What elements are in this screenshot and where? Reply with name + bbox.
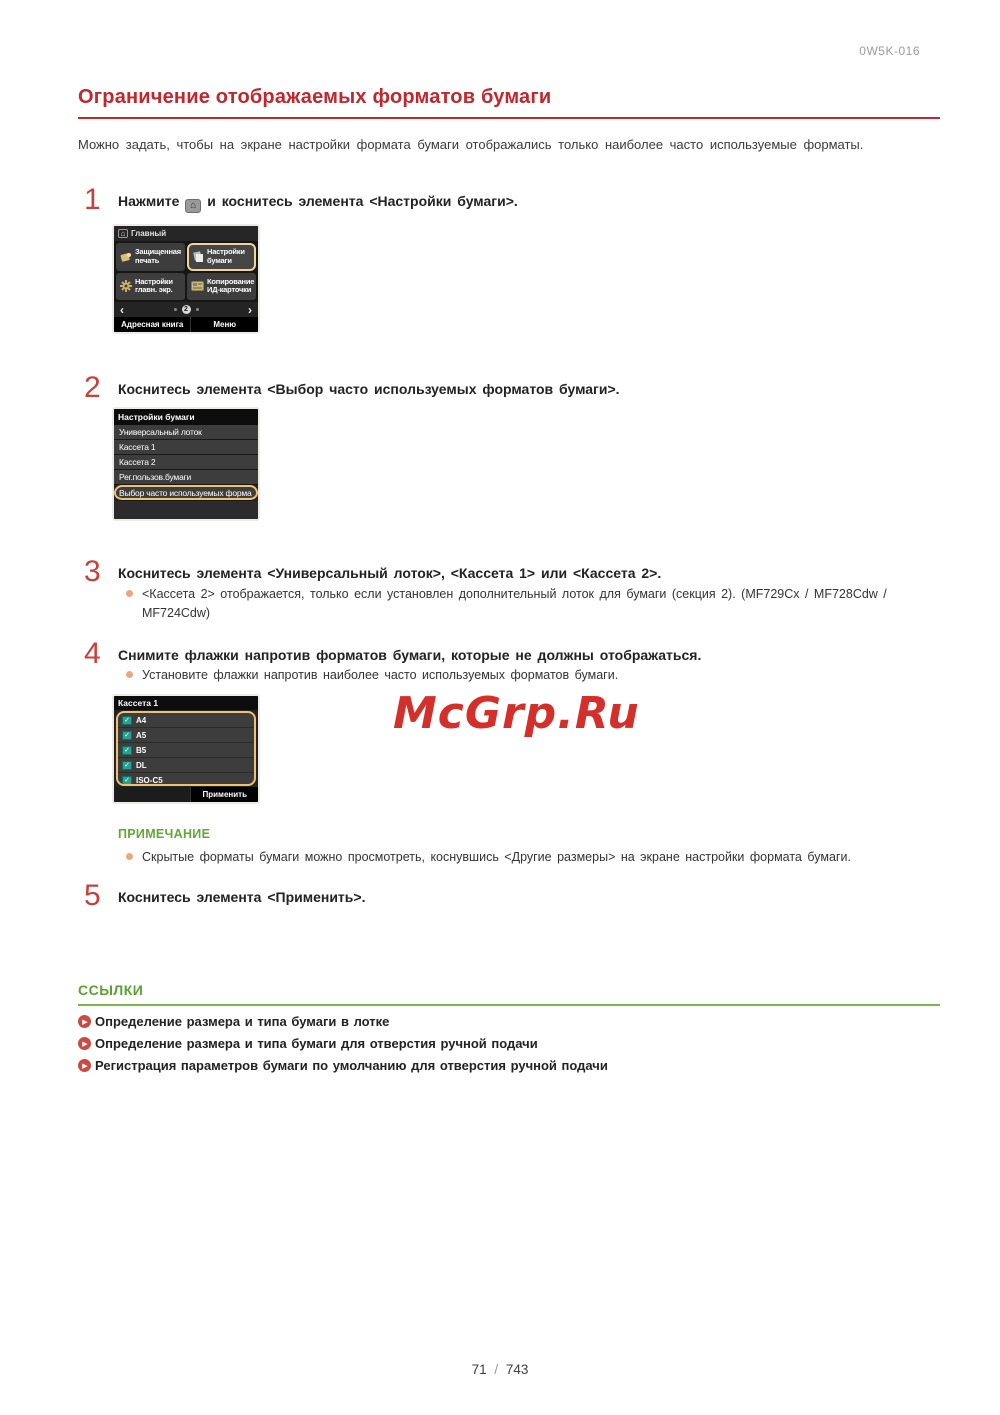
step-5-text: Коснитесь элемента <Применить>. [118, 889, 366, 905]
menu-item-cassette-2: Кассета 2 [114, 455, 258, 470]
tile-label-line2: главн. экр. [135, 285, 173, 295]
lcd-home-header [114, 226, 258, 241]
tile-secure-print [116, 243, 185, 271]
menu-item-custom-paper: Рег.пользов.бумаги [114, 470, 258, 485]
id-card-copy-icon [191, 281, 204, 291]
lcd-cassette-bottom-bar [114, 787, 258, 802]
tile-paper-settings-label [207, 248, 245, 265]
links-list [78, 1014, 608, 1080]
screenshot-cassette-1 [112, 694, 260, 804]
chevron-left-icon: ‹ [120, 302, 124, 317]
checkbox-checked-icon: ✓ [122, 746, 132, 755]
tile-label-line2: печать [135, 255, 160, 265]
apply-button: Применить [202, 790, 247, 799]
step-3-text: Коснитесь элемента <Универсальный лоток>, <Кассета 1> или <Кассета 2>. [118, 565, 662, 581]
page-dot [196, 308, 199, 311]
step-4-bullet-text: Установите флажки напротив наиболее часто используемых форматов бумаги. [142, 668, 619, 682]
note-heading: ПРИМЕЧАНИЕ [118, 827, 211, 841]
size-row-a5 [118, 728, 254, 743]
step-5-number: 5 [84, 879, 101, 912]
link-label[interactable]: Определение размера и типа бумаги в лотке [95, 1014, 390, 1029]
bullet-icon [126, 590, 133, 597]
size-row-a4 [118, 713, 254, 728]
size-label: DL [136, 760, 147, 770]
screenshot-home-screen [112, 224, 260, 334]
tile-paper-settings [187, 243, 256, 271]
total-pages: 743 [505, 1362, 529, 1377]
step-2 [84, 371, 620, 404]
checkbox-checked-icon: ✓ [122, 776, 132, 785]
intro-paragraph: Можно задать, чтобы на экране настройки формата бумаги отображались только наиболее часто используемые форматы. [78, 137, 864, 152]
screenshot-paper-settings [112, 407, 260, 521]
tile-label-line1: Настройки [207, 247, 245, 257]
home-button-icon: ⌂ [185, 199, 201, 213]
page-separator: / [494, 1362, 499, 1377]
step-4-number: 4 [84, 637, 101, 670]
current-page: 71 [471, 1362, 487, 1377]
page-indicator [174, 305, 199, 314]
chevron-right-icon: › [248, 302, 252, 317]
lcd-paper-empty-area [114, 501, 258, 519]
tile-id-card-copy [187, 273, 256, 301]
step-2-number: 2 [84, 371, 101, 404]
lcd-paper-header: Настройки бумаги [114, 409, 258, 425]
checkbox-checked-icon: ✓ [122, 731, 132, 740]
step-1-number: 1 [84, 183, 101, 216]
link-arrow-icon: ▶ [78, 1037, 91, 1050]
step-5 [84, 879, 366, 912]
lcd-home-bottom-bar [114, 317, 258, 332]
tile-home-screen-settings-label [135, 278, 173, 295]
step-4-text: Снимите флажки напротив форматов бумаги, которые не должны отображаться. [118, 647, 702, 663]
menu-button: Меню [213, 320, 237, 329]
page-title: Ограничение отображаемых форматов бумаги [78, 86, 940, 119]
step-1-text-after: и коснитесь элемента <Настройки бумаги>. [207, 193, 518, 209]
tile-label-line1: Защищенная [135, 247, 181, 257]
lcd-home-nav [114, 302, 258, 317]
checkbox-checked-icon: ✓ [122, 716, 132, 725]
step-1 [84, 183, 518, 216]
tile-label-line1: Копирование [207, 276, 255, 286]
doc-code: 0W5K-016 [859, 44, 920, 58]
link-paper-size-type-manual-feed[interactable] [78, 1036, 608, 1051]
lcd-home-tiles [114, 241, 258, 302]
tile-home-screen-settings [116, 273, 185, 301]
address-book-button: Адресная книга [114, 317, 191, 332]
size-row-dl [118, 758, 254, 773]
menu-item-multipurpose-tray: Универсальный лоток [114, 425, 258, 440]
home-screen-settings-icon [120, 280, 132, 292]
step-3 [84, 555, 662, 588]
links-heading: ССЫЛКИ [78, 982, 940, 1006]
secure-print-icon [120, 251, 132, 263]
size-row-iso-c5 [118, 773, 254, 786]
home-icon: ⌂ [118, 229, 128, 238]
paper-settings-icon [192, 251, 204, 263]
lcd-cassette-header: Кассета 1 [114, 696, 258, 710]
page-number-footer [0, 1362, 1000, 1377]
link-label[interactable]: Определение размера и типа бумаги для отверстия ручной подачи [95, 1036, 538, 1051]
note-bullet-text: Скрытые форматы бумаги можно просмотреть, коснувшись <Другие размеры> на экране настройки формата бумаги. [142, 850, 851, 864]
step-2-text: Коснитесь элемента <Выбор часто используемых форматов бумаги>. [118, 381, 620, 397]
checkbox-checked-icon: ✓ [122, 761, 132, 770]
step-4 [84, 637, 702, 670]
tile-secure-print-label [135, 248, 181, 265]
tile-label-line1: Настройки [135, 276, 173, 286]
tile-id-card-copy-label [207, 278, 254, 295]
step-4-bullet [126, 666, 926, 685]
lcd-cassette-list [116, 711, 256, 786]
step-3-bullet-text: <Кассета 2> отображается, только если установлен дополнительный лоток для бумаги (секция 2). (MF729Cx / MF728Cdw / MF724Cdw) [142, 587, 887, 620]
menu-item-select-frequent-sizes: Выбор часто используемых форма [114, 485, 258, 501]
size-label: ISO-C5 [136, 776, 163, 785]
watermark: McGrp.Ru [393, 688, 640, 739]
tile-label-line2: бумаги [207, 255, 232, 265]
step-1-text [118, 193, 518, 213]
size-label: B5 [136, 745, 147, 755]
size-label: A5 [136, 730, 147, 740]
size-row-b5 [118, 743, 254, 758]
current-page-badge: 2 [182, 305, 191, 314]
link-arrow-icon: ▶ [78, 1015, 91, 1028]
link-label[interactable]: Регистрация параметров бумаги по умолчанию для отверстия ручной подачи [95, 1058, 608, 1073]
step-3-number: 3 [84, 555, 101, 588]
step-3-bullet [126, 585, 944, 623]
bottom-bar-empty-cell [114, 787, 191, 802]
link-arrow-icon: ▶ [78, 1059, 91, 1072]
bullet-icon [126, 853, 133, 860]
link-paper-size-type-tray[interactable] [78, 1014, 608, 1029]
tile-label-line2: ИД-карточки [207, 285, 252, 295]
menu-item-cassette-1: Кассета 1 [114, 440, 258, 455]
page-dot [174, 308, 177, 311]
bullet-icon [126, 671, 133, 678]
note-bullet [126, 848, 936, 867]
step-1-text-before: Нажмите [118, 193, 180, 209]
link-default-paper-settings-manual-feed[interactable] [78, 1058, 608, 1073]
size-label: A4 [136, 715, 147, 725]
lcd-home-header-label: Главный [131, 229, 167, 238]
